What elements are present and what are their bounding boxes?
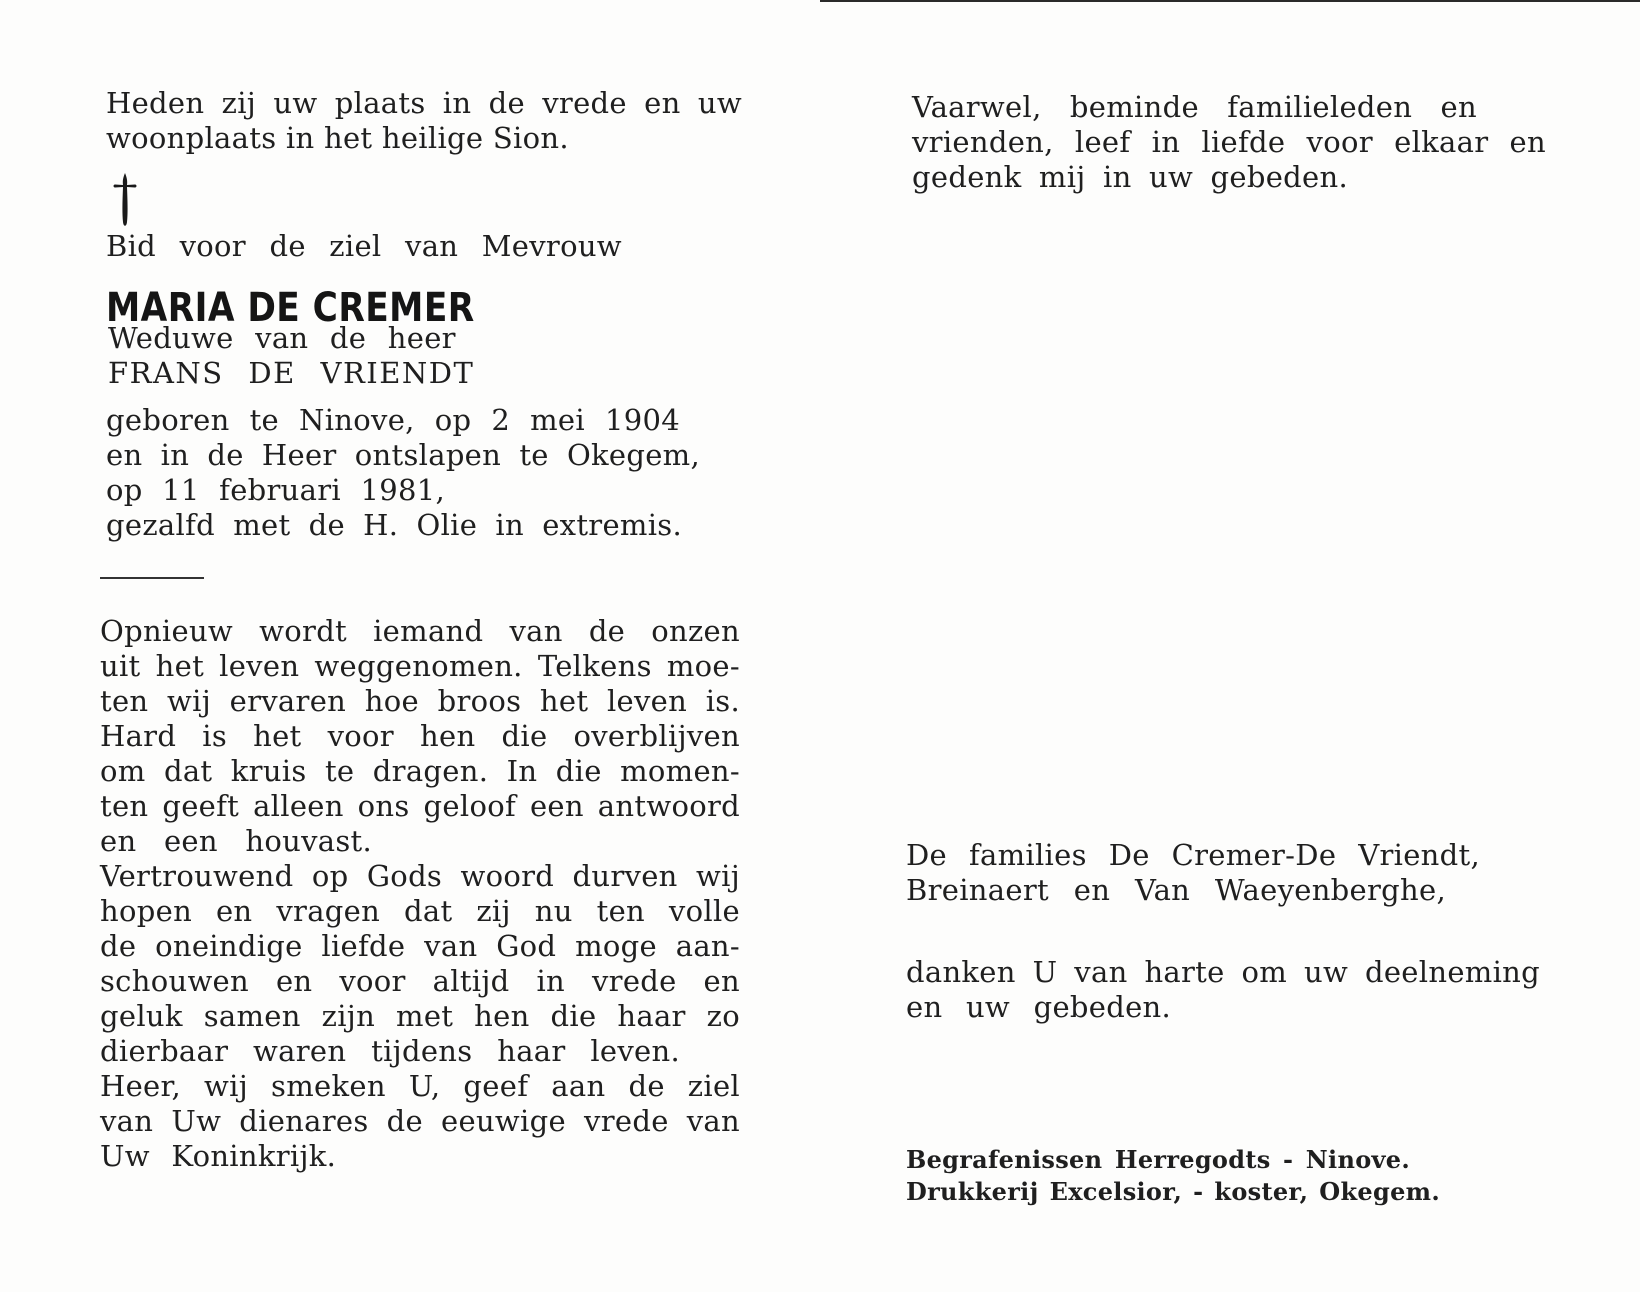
thanks-line: danken U van harte om uw deelneming (906, 955, 1540, 989)
thanks-line: en uw gebeden. (906, 990, 1172, 1024)
meditation-line: Vertrouwend op Gods woord durven wij (100, 859, 740, 893)
meditation-line: de oneindige liefde van God moge aan- (100, 929, 740, 963)
top-edge-rule (820, 0, 1640, 2)
life-line: en in de Heer ontslapen te Okegem, (106, 438, 700, 472)
credit-line: Begrafenissen Herregodts - Ninove. (906, 1145, 1410, 1174)
meditation-line: Opnieuw wordt iemand van de onzen (100, 614, 740, 648)
meditation-line: dierbaar waren tijdens haar leven. (100, 1034, 680, 1068)
meditation-line: Uw Koninkrijk. (100, 1139, 337, 1173)
life-line: op 11 februari 1981, (106, 473, 446, 507)
meditation-line: ten geeft alleen ons geloof een antwoord (100, 789, 740, 823)
meditation-line: hopen en vragen dat zij nu ten volle (100, 894, 740, 928)
meditation-line: uit het leven weggenomen. Telkens moe- (100, 649, 740, 683)
meditation-block (100, 614, 740, 1174)
intro-text (106, 229, 622, 264)
meditation-line: van Uw dienares de eeuwige vrede van (100, 1104, 740, 1138)
meditation-line: en een houvast. (100, 824, 373, 858)
meditation-line: Hard is het voor hen die overblijven (100, 719, 740, 753)
life-line: gezalfd met de H. Olie in extremis. (106, 508, 682, 542)
widow-of-line: Weduwe van de heer (108, 321, 456, 355)
meditation-line: schouwen en voor altijd in vrede en (100, 964, 740, 998)
thanks-block (906, 955, 1540, 1025)
latin-cross-icon (112, 172, 138, 228)
life-dates-block (106, 403, 700, 543)
credit-line: Drukkerij Excelsior, - koster, Okegem. (906, 1177, 1440, 1206)
farewell-line: Vaarwel, beminde familieleden en (912, 90, 1477, 124)
verse-block (106, 86, 742, 156)
printer-credits (906, 1144, 1440, 1208)
farewell-line: vrienden, leef in liefde voor elkaar en (912, 125, 1546, 159)
meditation-line: ten wij ervaren hoe broos het leven is. (100, 684, 740, 718)
families-line: Breinaert en Van Waeyenberghe, (906, 873, 1446, 907)
verse-line: woonplaats in het heilige Sion. (106, 121, 569, 155)
spouse-block (108, 321, 474, 391)
life-line: geboren te Ninove, op 2 mei 1904 (106, 403, 680, 437)
intro-line: Bid voor de ziel van Mevrouw (106, 229, 622, 263)
families-line: De families De Cremer-De Vriendt, (906, 838, 1480, 872)
verse-line: Heden zij uw plaats in de vrede en uw (106, 86, 742, 120)
meditation-line: Heer, wij smeken U, geef aan de ziel (100, 1069, 740, 1103)
husband-name: FRANS DE VRIENDT (108, 356, 475, 390)
meditation-line: geluk samen zijn met hen die haar zo (100, 999, 740, 1033)
farewell-line: gedenk mij in uw gebeden. (912, 160, 1348, 194)
meditation-line: om dat kruis te dragen. In die momen- (100, 754, 740, 788)
deceased-name: MARIA DE CREMER (106, 285, 475, 331)
section-divider (100, 577, 204, 579)
families-block (906, 838, 1480, 908)
farewell-block (912, 90, 1546, 195)
